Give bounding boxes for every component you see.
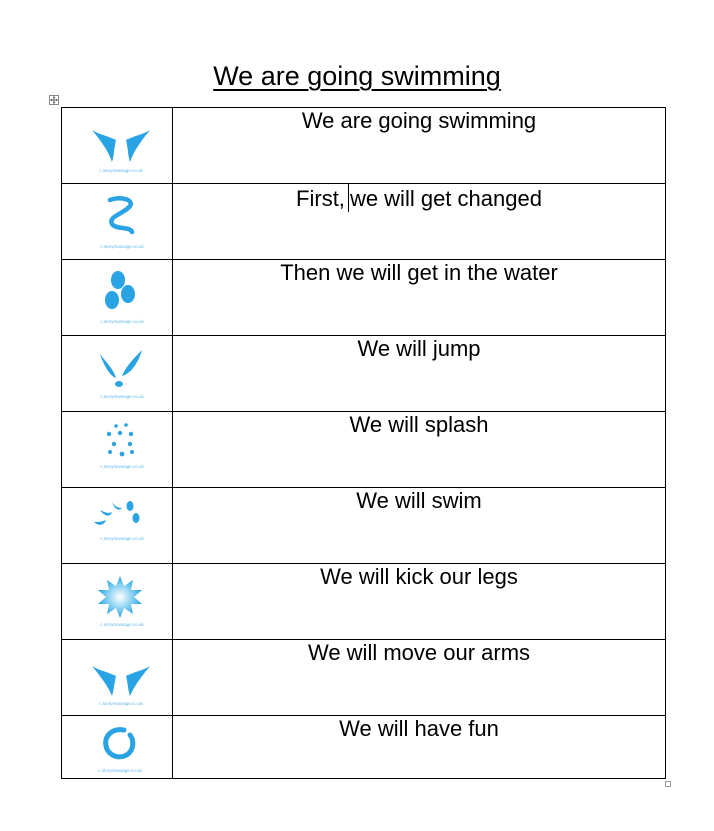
icon-cell[interactable] (62, 108, 173, 184)
watermark: c.storymassage.co.uk (100, 394, 144, 399)
step-text[interactable]: We will kick our legs (173, 564, 666, 640)
step-text[interactable]: We will splash (173, 412, 666, 488)
step-text[interactable]: We will have fun (173, 716, 666, 779)
watermark: c.storymassage.co.uk (100, 536, 144, 541)
watermark: c.storymassage.co.uk (99, 168, 143, 173)
document-title: We are going swimming (213, 61, 501, 91)
step-text[interactable] (173, 184, 666, 260)
step-text-part: First, (296, 186, 345, 211)
step-text[interactable]: We will jump (173, 336, 666, 412)
icon-cell[interactable] (62, 716, 173, 779)
watermark: c.storymassage.co.uk (100, 464, 144, 469)
icon-cell[interactable] (62, 488, 173, 564)
three-drops-icon (86, 268, 156, 328)
step-text[interactable]: We will move our arms (173, 640, 666, 716)
table-row (62, 260, 666, 336)
icon-cell[interactable] (62, 640, 173, 716)
table-move-handle[interactable] (49, 95, 59, 105)
text-cursor (348, 184, 349, 212)
squiggle-icon (86, 192, 156, 252)
icon-cell[interactable] (62, 184, 173, 260)
star-burst-icon (86, 572, 156, 632)
icon-cell[interactable] (62, 564, 173, 640)
table-row (62, 640, 666, 716)
step-text-part: we will get changed (349, 186, 542, 211)
table-resize-handle[interactable] (665, 781, 671, 787)
icon-cell[interactable] (62, 412, 173, 488)
icon-cell[interactable] (62, 260, 173, 336)
rabbit-ears-icon (86, 648, 156, 708)
schedule-table (61, 107, 666, 779)
icon-cell[interactable] (62, 336, 173, 412)
table-row (62, 108, 666, 184)
table-row (62, 488, 666, 564)
watermark: c.storymassage.co.uk (99, 701, 143, 706)
jump-splash-icon (86, 344, 156, 404)
step-text[interactable]: We are going swimming (173, 108, 666, 184)
watermark: c.storymassage.co.uk (98, 768, 142, 773)
watermark: c.storymassage.co.uk (100, 622, 144, 627)
ring-icon (86, 722, 156, 782)
dots-splash-icon (86, 420, 156, 480)
table-row (62, 184, 666, 260)
table-row (62, 336, 666, 412)
wave-drops-icon (86, 496, 156, 556)
step-text[interactable]: Then we will get in the water (173, 260, 666, 336)
table-row (62, 716, 666, 779)
table-row (62, 564, 666, 640)
watermark: c.storymassage.co.uk (100, 244, 144, 249)
watermark: c.storymassage.co.uk (100, 319, 144, 324)
rabbit-ears-icon (86, 116, 156, 176)
step-text[interactable]: We will swim (173, 488, 666, 564)
move-arrows-icon (50, 96, 58, 104)
table-row (62, 412, 666, 488)
